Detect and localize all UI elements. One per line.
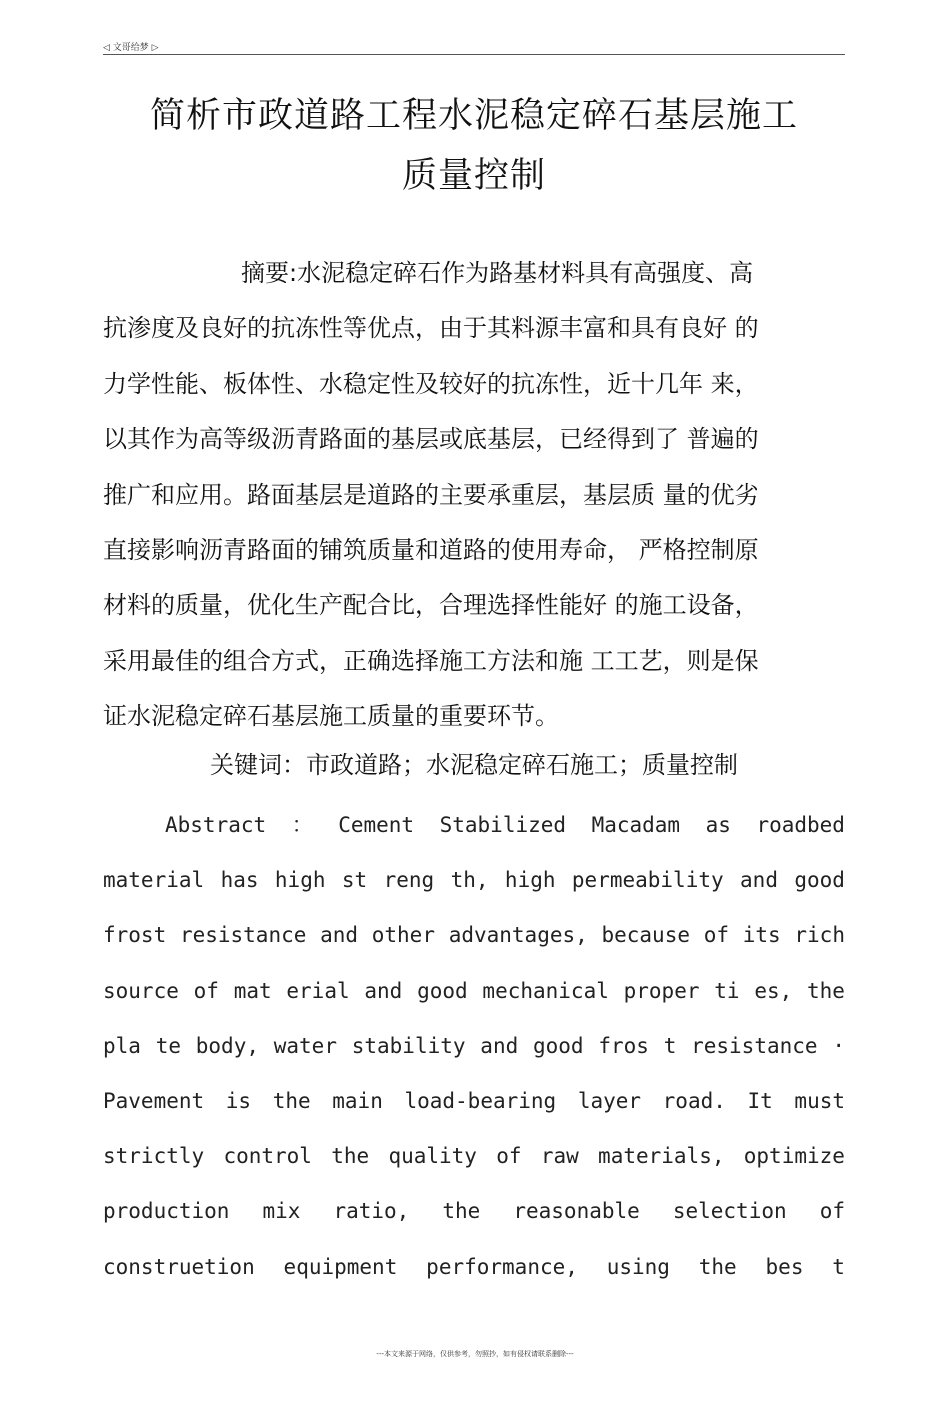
abstract-en-word: is bbox=[225, 1089, 252, 1114]
abstract-en-word: source bbox=[103, 978, 179, 1003]
abstract-en-word: production bbox=[103, 1199, 230, 1224]
abstract-en-word: high bbox=[274, 868, 326, 893]
abstract-en-word: good bbox=[794, 868, 845, 893]
abstract-cn-line: 摘要:水泥稳定碎石作为路基材料具有高强度、高 bbox=[241, 259, 754, 287]
abstract-en-word: reng bbox=[383, 868, 435, 893]
abstract-en-word: as bbox=[705, 813, 731, 837]
header-mark: ◁ 文哥给梦 ▷ bbox=[103, 43, 159, 53]
abstract-en-word: pla bbox=[103, 1033, 141, 1058]
abstract-en-word: of bbox=[819, 1199, 845, 1224]
abstract-en-word: optimize bbox=[743, 1144, 845, 1169]
abstract-en-line bbox=[103, 1074, 845, 1129]
abstract-en-word: the bbox=[331, 1144, 370, 1169]
abstract-en-line bbox=[103, 798, 845, 853]
abstract-en-word: Abstract bbox=[165, 813, 267, 837]
abstract-en-word: and bbox=[364, 978, 403, 1003]
abstract-en-word: Stabilized bbox=[439, 813, 567, 837]
title-line-2: 质量控制 bbox=[401, 156, 546, 196]
abstract-en-word: rich bbox=[794, 923, 845, 948]
abstract-en-line bbox=[103, 1240, 845, 1295]
abstract-en-line bbox=[103, 1184, 845, 1239]
abstract-en-word: body, bbox=[195, 1033, 259, 1058]
english-abstract bbox=[103, 798, 845, 1295]
abstract-en-word: ： bbox=[291, 813, 313, 837]
abstract-en-word: the bbox=[807, 978, 845, 1003]
title-line-1: 简析市政道路工程水泥稳定碎石基层施工 bbox=[149, 96, 798, 136]
abstract-en-word: of bbox=[193, 978, 219, 1003]
abstract-en-word: quality bbox=[388, 1144, 477, 1169]
abstract-en-word: Cement bbox=[338, 813, 415, 837]
abstract-en-word: using bbox=[606, 1254, 670, 1279]
abstract-en-word: because bbox=[601, 923, 690, 948]
header-divider bbox=[103, 54, 845, 55]
abstract-en-word: construetion bbox=[103, 1254, 255, 1279]
abstract-en-word: water bbox=[273, 1033, 337, 1058]
abstract-en-word: resistance bbox=[691, 1033, 818, 1058]
abstract-en-word: te bbox=[155, 1033, 181, 1058]
abstract-cn-line: 采用最佳的组合方式，正确选择施工方法和施 工工艺，则是保 bbox=[103, 646, 759, 675]
abstract-en-word: · bbox=[832, 1033, 845, 1058]
abstract-en-line bbox=[103, 908, 845, 963]
abstract-en-word: ratio, bbox=[333, 1199, 410, 1224]
abstract-en-word: road. bbox=[662, 1089, 726, 1114]
abstract-en-word: the bbox=[272, 1089, 311, 1114]
abstract-en-word: th, bbox=[450, 868, 489, 893]
abstract-en-word: resistance bbox=[179, 923, 307, 948]
abstract-cn-line: 直接影响沥青路面的铺筑质量和道路的使用寿命， 严格控制原 bbox=[103, 536, 759, 565]
abstract-en-word: frost bbox=[103, 923, 167, 948]
abstract-en-word: advantages, bbox=[448, 923, 588, 948]
abstract-en-line bbox=[103, 853, 845, 908]
abstract-cn-line: 材料的质量，优化生产配合比，合理选择性能好 的施工设备， bbox=[103, 591, 759, 620]
abstract-en-word: equipment bbox=[283, 1254, 398, 1279]
abstract-en-line bbox=[103, 1129, 845, 1184]
abstract-en-word: layer bbox=[577, 1089, 642, 1114]
abstract-en-word: the bbox=[698, 1254, 737, 1279]
abstract-en-word: material bbox=[103, 868, 205, 893]
abstract-en-word: mechanical bbox=[482, 978, 609, 1003]
abstract-cn-line: 证水泥稳定碎石基层施工质量的重要环节。 bbox=[103, 702, 559, 731]
abstract-en-word: es, bbox=[754, 978, 793, 1003]
abstract-en-word: of bbox=[496, 1144, 522, 1169]
abstract-en-word: load-bearing bbox=[404, 1089, 557, 1114]
abstract-cn-line: 抗渗度及良好的抗冻性等优点，由于其料源丰富和具有良好 的 bbox=[103, 314, 759, 343]
abstract-en-word: ti bbox=[714, 978, 740, 1003]
abstract-en-word: good bbox=[417, 978, 468, 1003]
abstract-en-word: and bbox=[320, 923, 359, 948]
abstract-en-word: its bbox=[742, 923, 781, 948]
abstract-en-word: the bbox=[442, 1199, 481, 1224]
abstract-en-word: main bbox=[332, 1089, 383, 1114]
abstract-en-word: selection bbox=[672, 1199, 787, 1224]
abstract-en-word: erial bbox=[286, 978, 350, 1003]
abstract-en-line bbox=[103, 964, 845, 1019]
abstract-en-word: roadbed bbox=[756, 813, 845, 837]
abstract-en-word: fros bbox=[598, 1033, 649, 1058]
abstract-en-word: mix bbox=[262, 1199, 301, 1224]
abstract-en-word: and bbox=[480, 1033, 519, 1058]
abstract-en-word: must bbox=[794, 1089, 845, 1114]
chinese-abstract bbox=[103, 246, 845, 745]
abstract-en-word: t bbox=[832, 1254, 845, 1279]
footer-note: ---本文来源于网络，仅供参考，勿照抄，如有侵权请联系删除--- bbox=[376, 1350, 574, 1358]
abstract-en-word: mat bbox=[233, 978, 272, 1003]
abstract-en-word: permeability bbox=[571, 868, 724, 893]
abstract-en-word: of bbox=[703, 923, 730, 948]
document-title bbox=[103, 86, 845, 206]
abstract-en-word: st bbox=[341, 868, 368, 893]
abstract-en-word: control bbox=[223, 1144, 312, 1169]
abstract-en-word: Pavement bbox=[103, 1089, 205, 1114]
abstract-en-word: good bbox=[533, 1033, 584, 1058]
abstract-en-word: has bbox=[220, 868, 259, 893]
abstract-cn-line: 以其作为高等级沥青路面的基层或底基层，已经得到了 普遍的 bbox=[103, 425, 759, 454]
abstract-cn-line: 力学性能、板体性、水稳定性及较好的抗冻性，近十几年 来， bbox=[103, 369, 759, 398]
abstract-en-word: materials, bbox=[598, 1144, 725, 1169]
abstract-cn-line: 推广和应用。路面基层是道路的主要承重层，基层质 量的优劣 bbox=[103, 480, 759, 509]
keywords-line: 关键词：市政道路；水泥稳定碎石施工；质量控制 bbox=[210, 751, 738, 779]
abstract-en-word: proper bbox=[623, 978, 700, 1003]
abstract-en-word: bes bbox=[765, 1254, 804, 1279]
abstract-en-line bbox=[103, 1019, 845, 1074]
abstract-en-word: stability bbox=[351, 1033, 466, 1058]
abstract-en-word: other bbox=[371, 923, 435, 948]
abstract-en-word: Macadam bbox=[591, 813, 681, 837]
abstract-en-word: strictly bbox=[103, 1144, 205, 1169]
abstract-en-word: high bbox=[504, 868, 556, 893]
abstract-en-word: raw bbox=[540, 1144, 579, 1169]
abstract-en-word: reasonable bbox=[513, 1199, 640, 1224]
abstract-en-word: t bbox=[663, 1033, 677, 1058]
abstract-en-word: performance, bbox=[426, 1254, 578, 1279]
abstract-en-word: and bbox=[740, 868, 778, 893]
abstract-en-word: It bbox=[747, 1089, 773, 1114]
